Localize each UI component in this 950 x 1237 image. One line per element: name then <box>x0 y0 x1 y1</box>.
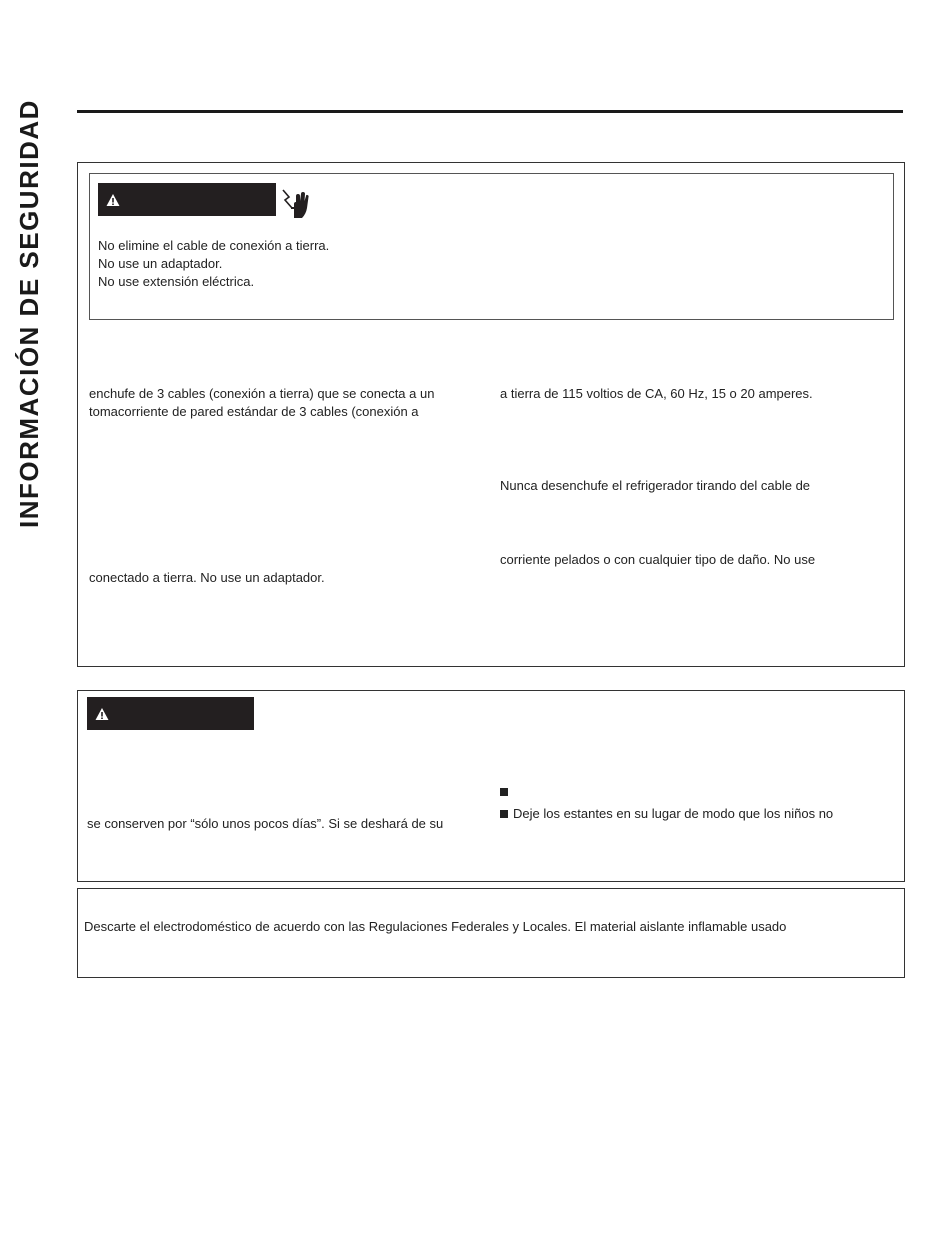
body-text-left-1: se conserven por “sólo unos pocos días”. Si se deshará de su <box>87 816 444 831</box>
disposal-box <box>77 888 905 978</box>
side-section-title: INFORMACIÓN DE SEGURIDAD <box>14 99 44 528</box>
body-text-left-3: conectado a tierra. No use un adaptador. <box>89 570 325 585</box>
electrical-warning-box <box>77 162 905 667</box>
square-bullet-icon <box>500 810 508 818</box>
body-text-right-3: corriente pelados o con cualquier tipo de daño. No use <box>500 552 816 567</box>
warning-callout <box>89 173 894 320</box>
inner-line-3: No use extensión eléctrica. <box>98 274 255 289</box>
electric-shock-hand-icon <box>280 188 310 220</box>
inner-line-2: No use un adaptador. <box>98 256 223 271</box>
warning-label-bar <box>98 183 276 216</box>
body-text-right-1: a tierra de 115 voltios de CA, 60 Hz, 15 o 20 amperes. <box>500 386 813 401</box>
square-bullet-icon <box>500 788 508 796</box>
body-text-left-1: enchufe de 3 cables (conexión a tierra) que se conecta a un <box>89 386 435 401</box>
entrapment-warning-box <box>77 690 905 882</box>
inner-line-1: No elimine el cable de conexión a tierra. <box>98 238 330 253</box>
bullet-item-1 <box>500 783 513 801</box>
warning-triangle-icon <box>106 193 120 207</box>
disposal-text: Descarte el electrodoméstico de acuerdo con las Regulaciones Federales y Locales. El material aislante inflamable usado <box>84 919 787 934</box>
warning-label-bar <box>87 697 254 730</box>
body-text-right-2: Nunca desenchufe el refrigerador tirando del cable de <box>500 478 811 493</box>
body-text-left-2: tomacorriente de pared estándar de 3 cables (conexión a <box>89 404 419 419</box>
bullet-item-2: Deje los estantes en su lugar de modo que los niños no <box>500 805 833 823</box>
warning-triangle-icon <box>95 707 109 721</box>
header-rule <box>77 110 903 113</box>
